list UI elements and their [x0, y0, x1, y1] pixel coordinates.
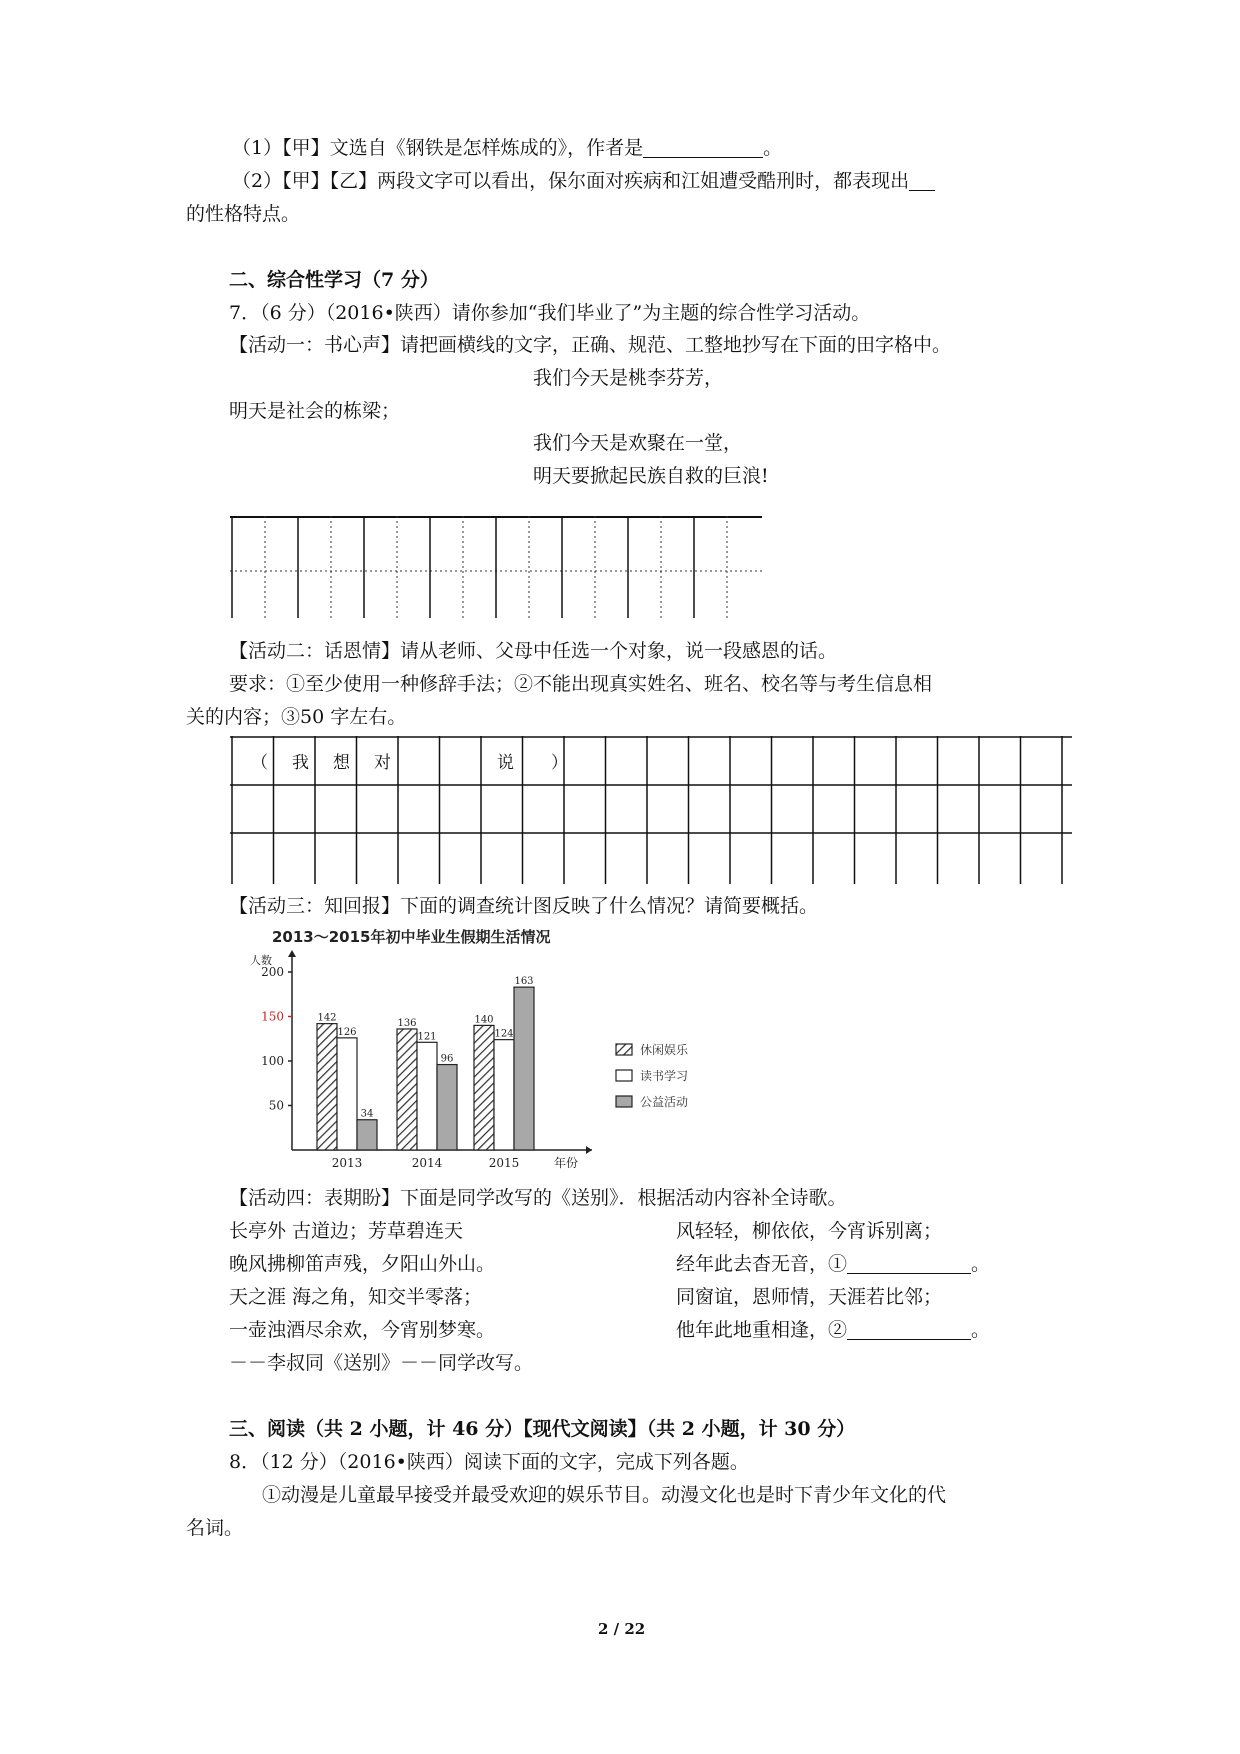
answer-blank-2[interactable] — [847, 1319, 971, 1340]
legend-swatch — [616, 1096, 632, 1107]
bar-value-label: 136 — [397, 1017, 417, 1029]
poem-line: 明天是社会的栋梁； — [229, 400, 401, 422]
poem-line: 我们今天是桃李芬芳， — [533, 367, 724, 389]
section2-heading: 二、综合性学习（7 分） — [229, 269, 439, 291]
x-tick-label: 2013 — [331, 1156, 363, 1170]
tianzige-grid[interactable] — [230, 516, 762, 618]
poem-line: 明天要掀起民族自救的巨浪! — [533, 465, 769, 487]
activity1-text: 【活动一：书心声】请把画横线的文字，正确、规范、工整地抄写在下面的田字格中。 — [229, 334, 952, 356]
activity4-text: 【活动四：表期盼】下面是同学改写的《送别》．根据活动内容补全诗歌。 — [229, 1187, 847, 1209]
bar-value-label: 140 — [474, 1014, 494, 1026]
activity3-text: 【活动三：知回报】下面的调查统计图反映了什么情况？请简要概括。 — [229, 895, 819, 917]
x-axis-label: 年份 — [554, 1156, 579, 1170]
activity2-req-cont: 关的内容；③50 字左右。 — [186, 706, 407, 728]
q6-sub2-cont: 的性格特点。 — [186, 203, 301, 225]
bar — [317, 1024, 337, 1150]
q6-sub1: （1）【甲】文选自《钢铁是怎样炼成的》，作者是 。 — [232, 137, 783, 159]
bar — [337, 1038, 357, 1150]
bar-value-label: 142 — [317, 1012, 337, 1024]
reading-paragraph-cont: 名词。 — [186, 1517, 244, 1539]
legend-swatch — [616, 1070, 632, 1081]
bar — [397, 1029, 417, 1150]
y-tick-label: 200 — [261, 965, 284, 979]
grid-char: 我 — [292, 753, 309, 773]
answer-blank-1[interactable] — [847, 1253, 971, 1274]
x-axis-arrow — [586, 1146, 592, 1154]
answer-blank[interactable] — [909, 170, 935, 191]
song-right-line: 同窗谊，恩师情，天涯若比邻； — [676, 1286, 943, 1308]
song-left-line: 晚风拂柳笛声残，夕阳山外山。 — [229, 1253, 496, 1275]
y-tick-label: 50 — [268, 1098, 284, 1113]
song-right-line: 他年此地重相逢，② 。 — [676, 1319, 991, 1341]
y-axis-label: 人数 — [250, 954, 272, 967]
x-tick-label: 2014 — [411, 1156, 443, 1170]
bar — [357, 1120, 377, 1150]
grid-char: （ — [251, 753, 268, 773]
song-left-line: 一壶浊酒尽余欢，今宵别梦寒。 — [229, 1319, 496, 1341]
bar — [474, 1025, 494, 1150]
bar-value-label: 121 — [417, 1031, 437, 1043]
y-tick-label: 100 — [261, 1054, 284, 1068]
bar — [437, 1065, 457, 1150]
bar — [514, 987, 534, 1150]
legend-label: 休闲娱乐 — [640, 1043, 689, 1057]
song-right-line: 经年此去杳无音，① 。 — [676, 1253, 991, 1275]
song-attribution: －－李叔同《送别》－－同学改写。 — [229, 1352, 534, 1374]
legend-swatch — [616, 1044, 632, 1055]
legend-label: 公益活动 — [640, 1095, 689, 1109]
survey-bar-chart — [236, 924, 716, 1174]
chart-title: 2013～2015年初中毕业生假期生活情况 — [272, 928, 551, 946]
song-left-line: 长亭外 古道边；芳草碧连天 — [229, 1220, 464, 1242]
song-left-line: 天之涯 海之角，知交半零落； — [229, 1286, 483, 1308]
song-right-line: 风轻轻，柳依依，今宵诉别离； — [676, 1220, 943, 1242]
y-axis-arrow — [288, 950, 296, 957]
reading-paragraph: ①动漫是儿童最早接受并最受欢迎的娱乐节目。动漫文化也是时下青少年文化的代 — [262, 1484, 947, 1506]
y-tick-label: 150 — [261, 1009, 284, 1024]
bar-value-label: 34 — [360, 1108, 374, 1120]
bar-value-label: 163 — [514, 976, 534, 988]
activity2-text: 【活动二：话恩情】请从老师、父母中任选一个对象，说一段感恩的话。 — [229, 640, 838, 662]
activity2-req: 要求：①至少使用一种修辞手法；②不能出现真实姓名、班名、校名等与考生信息相 — [229, 673, 933, 695]
x-tick-label: 2015 — [488, 1156, 520, 1170]
q8-stem: 8．（12 分）（2016•陕西）阅读下面的文字，完成下列各题。 — [229, 1451, 749, 1473]
bar — [417, 1042, 437, 1150]
legend-label: 读书学习 — [640, 1069, 689, 1083]
bar — [494, 1040, 514, 1150]
grid-char: 想 — [333, 753, 350, 773]
bar-value-label: 124 — [494, 1028, 514, 1040]
poem-line: 我们今天是欢聚在一堂， — [533, 432, 743, 454]
bar-value-label: 126 — [337, 1026, 357, 1038]
grid-char: ） — [551, 753, 568, 773]
answer-blank[interactable] — [643, 137, 763, 158]
section3-heading: 三、阅读（共 2 小题，计 46 分）【现代文阅读】（共 2 小题，计 30 分） — [229, 1418, 856, 1440]
grid-char: 对 — [374, 753, 391, 773]
q7-stem: 7．（6 分）（2016•陕西）请你参加“我们毕业了”为主题的综合性学习活动。 — [229, 302, 871, 324]
composition-grid[interactable] — [230, 736, 1072, 884]
page-number: 2 / 22 — [598, 1620, 646, 1638]
grid-char: 说 — [497, 753, 514, 773]
q6-sub2: （2）【甲】【乙】两段文字可以看出，保尔面对疾病和江姐遭受酷刑时，都表现出 — [232, 166, 935, 196]
bar-value-label: 96 — [440, 1053, 454, 1065]
